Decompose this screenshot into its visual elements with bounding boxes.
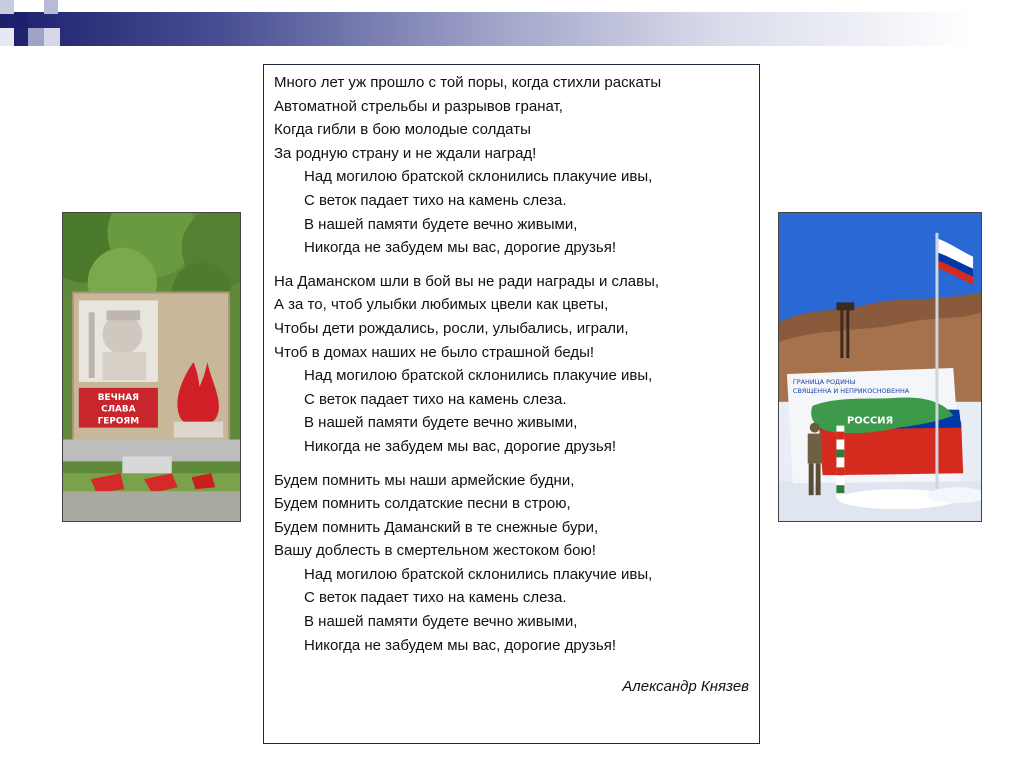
poem-author: Александр Князев (622, 678, 749, 696)
poem-refrain-line: В нашей памяти будете вечно живыми, (304, 414, 578, 432)
poem-refrain-line: Над могилою братской склонились плакучие ивы, (304, 565, 653, 583)
poem-line: Будем помнить солдатские песни в строю, (274, 495, 571, 513)
poem-refrain-line: Над могилою братской склонились плакучие ивы, (304, 367, 653, 385)
border-sign-photo (778, 212, 982, 522)
poem-line: На Даманском шли в бой вы не ради награды и славы, (274, 272, 660, 290)
sign-line: СВЯЩЕННА И НЕПРИКОСНОВЕННА (792, 386, 910, 395)
poem-line: Когда гибли в бою молодые солдаты (274, 121, 531, 139)
poem-line: А за то, чтоб улыбки любимых цвели как цветы, (274, 296, 609, 314)
poem-refrain-line: В нашей памяти будете вечно живыми, (304, 215, 578, 233)
decor-square (0, 28, 14, 46)
poem-frame (263, 64, 760, 744)
poem-line: Чтобы дети рождались, росли, улыбались, играли, (274, 319, 629, 337)
decor-square (44, 28, 60, 46)
sign-line: ГРАНИЦА РОДИНЫ (792, 377, 856, 386)
poem-line: Будем помнить Даманский в те снежные бури, (274, 518, 599, 536)
poem-refrain-line: В нашей памяти будете вечно живыми, (304, 613, 578, 631)
poem-stanza (274, 270, 749, 459)
plaque-line: СЛАВА (101, 404, 136, 415)
decor-square (0, 0, 14, 14)
poem-stanza (274, 469, 749, 658)
poem-refrain-line: Никогда не забудем мы вас, дорогие друзья! (304, 636, 616, 654)
poem-refrain-line: Над могилою братской склонились плакучие ивы, (304, 168, 653, 186)
plaque-line: ВЕЧНАЯ (97, 392, 139, 403)
poem-line: Автоматной стрельбы и разрывов гранат, (274, 97, 563, 115)
plaque-line: ГЕРОЯМ (97, 416, 140, 427)
decor-square (28, 28, 44, 46)
poem-line: За родную страну и не ждали наград! (274, 144, 537, 162)
poem-line: Чтоб в домах наших не было страшной беды! (274, 343, 595, 361)
poem-line: Вашу доблесть в смертельном жестоком бою! (274, 542, 596, 560)
poem-refrain-line: С веток падает тихо на камень слеза. (304, 390, 567, 408)
poem-refrain-line: С веток падает тихо на камень слеза. (304, 191, 567, 209)
header-gradient-bar (0, 12, 1024, 46)
poem-refrain-line: С веток падает тихо на камень слеза. (304, 589, 567, 607)
poem-refrain-line: Никогда не забудем мы вас, дорогие друзья! (304, 239, 616, 257)
poem-stanza (274, 71, 749, 260)
poem-line: Будем помнить мы наши армейские будни, (274, 471, 575, 489)
map-label: РОССИЯ (847, 415, 894, 427)
decor-square (14, 12, 28, 28)
poem-refrain-line: Никогда не забудем мы вас, дорогие друзья! (304, 437, 616, 455)
memorial-photo (62, 212, 241, 522)
decor-square (44, 0, 58, 14)
poem-line: Много лет уж прошло с той поры, когда стихли раскаты (274, 74, 662, 91)
